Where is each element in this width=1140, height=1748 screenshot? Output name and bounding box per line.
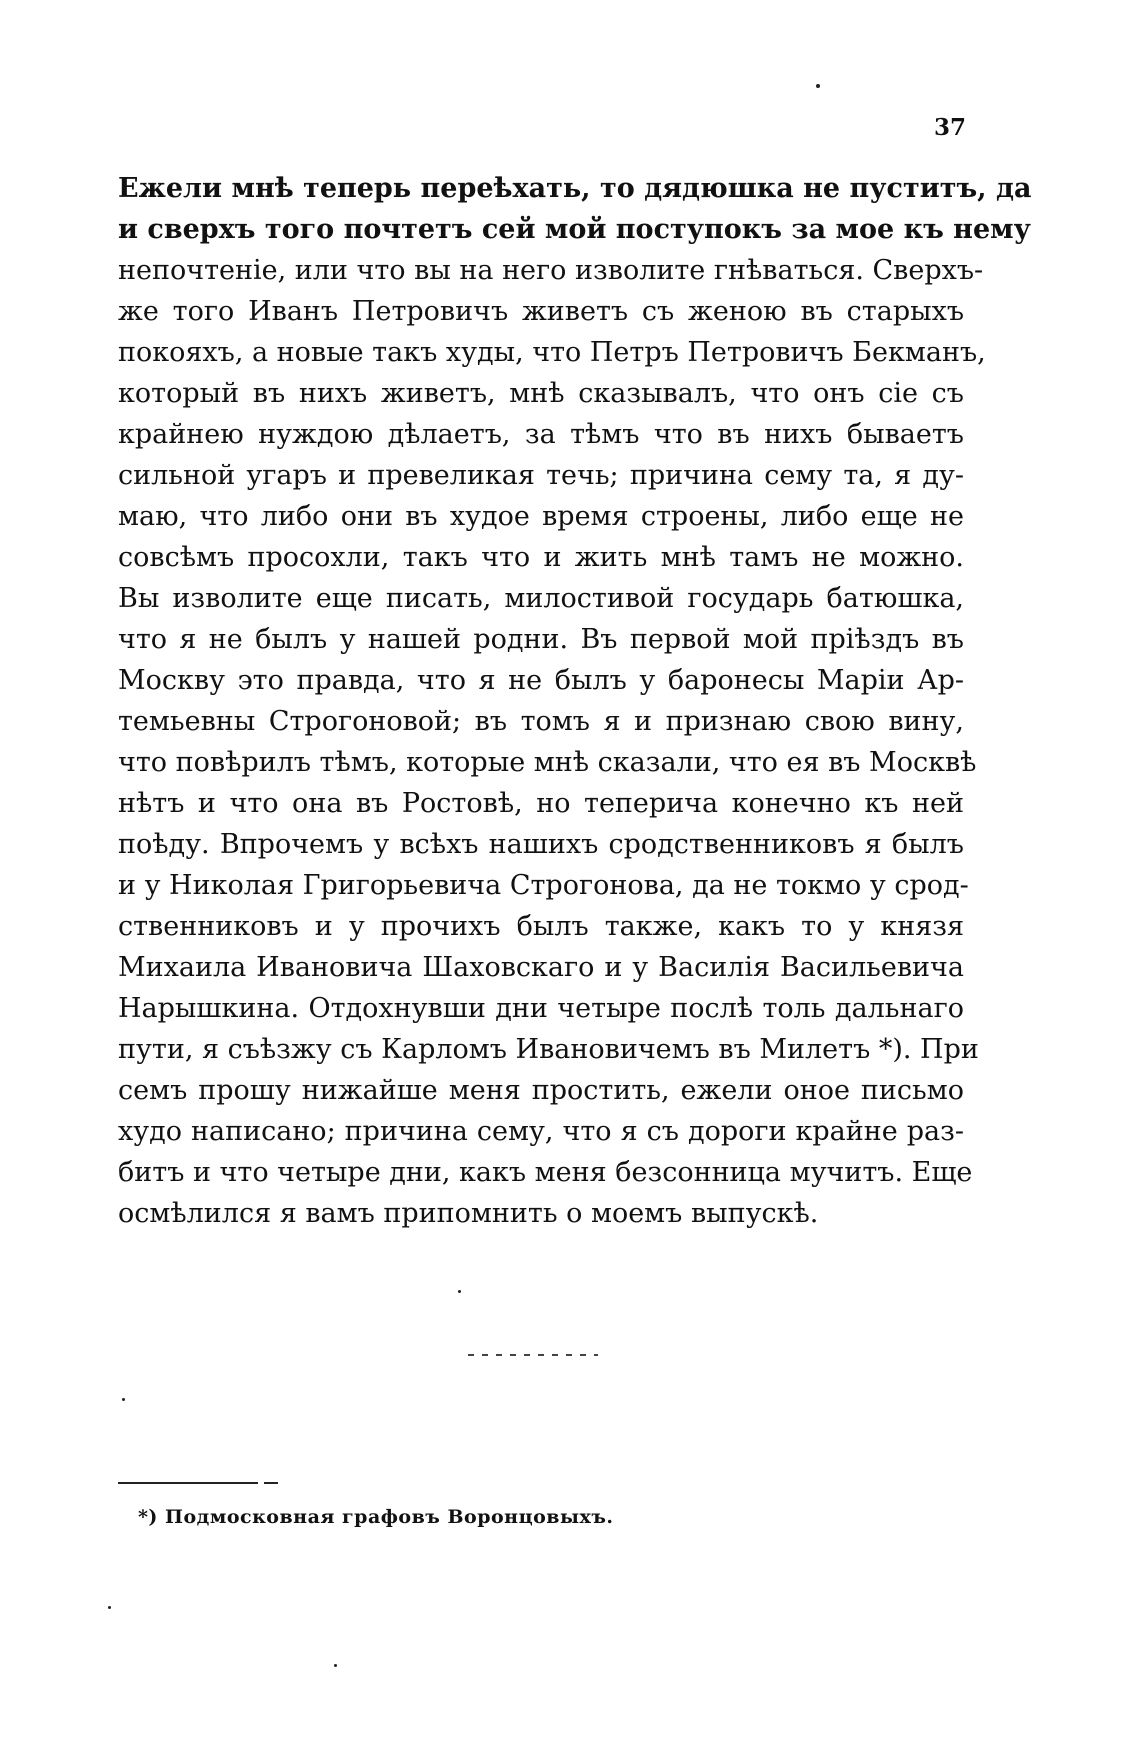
decorative-rule — [468, 1354, 598, 1356]
text-line: темьевны Строгоновой; въ томъ я и признаю свою вину, — [118, 706, 964, 737]
ink-speck — [334, 1664, 337, 1667]
ink-speck — [122, 1398, 125, 1401]
text-line: и у Николая Григорьевича Строгонова, да не токмо у срод- — [118, 870, 969, 901]
text-line: Москву это правда, что я не былъ у баронесы Маріи Ар- — [118, 665, 964, 696]
text-line: ственниковъ и у прочихъ былъ также, какъ то у князя — [118, 911, 964, 942]
text-line: что повѣрилъ тѣмъ, которые мнѣ сказали, что ея въ Москвѣ — [118, 747, 977, 778]
text-line: маю, что либо они въ худое время строены, либо еще не — [118, 501, 964, 532]
text-line: и сверхъ того почтетъ сей мой поступокъ за мое къ нему — [118, 214, 1031, 245]
text-line: сильной угаръ и превеликая течь; причина сему та, я ду- — [118, 460, 964, 491]
text-line: непочтеніе, или что вы на него изволите гнѣваться. Сверхъ- — [118, 255, 984, 286]
text-line: осмѣлился я вамъ припомнить о моемъ выпускѣ. — [118, 1198, 819, 1229]
text-line: же того Иванъ Петровичъ живетъ съ женою въ старыхъ — [118, 296, 964, 327]
ink-speck — [108, 1606, 111, 1609]
text-line: что я не былъ у нашей родни. Въ первой мой пріѣздъ въ — [118, 624, 964, 655]
text-line: Нарышкина. Отдохнувши дни четыре послѣ толь дальнаго — [118, 993, 964, 1024]
text-line: Михаила Ивановича Шаховскаго и у Василія Васильевича — [118, 952, 964, 983]
ink-speck — [816, 84, 820, 88]
text-line: покояхъ, а новые такъ худы, что Петръ Петровичъ Бекманъ, — [118, 337, 986, 368]
text-line: пути, я съѣзжу съ Карломъ Ивановичемъ въ Милетъ *). При — [118, 1034, 979, 1065]
footnote: *) Подмосковная графовъ Воронцовыхъ. — [138, 1506, 614, 1528]
text-line: поѣду. Впрочемъ у всѣхъ нашихъ сродственниковъ я былъ — [118, 829, 964, 860]
text-line: семъ прошу нижайше меня простить, ежели оное письмо — [118, 1075, 964, 1106]
text-line: Ежели мнѣ теперь переѣхать, то дядюшка не пуститъ, да — [118, 173, 1032, 204]
body-text — [118, 168, 1032, 1234]
text-line: худо написано; причина сему, что я съ дороги крайне раз- — [118, 1116, 964, 1147]
page-number: 37 — [933, 114, 966, 141]
text-line: нѣтъ и что она въ Ростовѣ, но теперича конечно къ ней — [118, 788, 964, 819]
footnote-rule — [118, 1482, 258, 1484]
text-line: который въ нихъ живетъ, мнѣ сказывалъ, что онъ сіе съ — [118, 378, 964, 409]
text-line: крайнею нуждою дѣлаетъ, за тѣмъ что въ нихъ бываетъ — [118, 419, 964, 450]
ink-speck — [458, 1290, 461, 1293]
text-line: Вы изволите еще писать, милостивой государь батюшка, — [118, 583, 964, 614]
footnote-rule-tail — [264, 1482, 278, 1484]
text-line: совсѣмъ просохли, такъ что и жить мнѣ тамъ не можно. — [118, 542, 964, 573]
text-line: битъ и что четыре дни, какъ меня безсонница мучитъ. Еще — [118, 1157, 973, 1188]
